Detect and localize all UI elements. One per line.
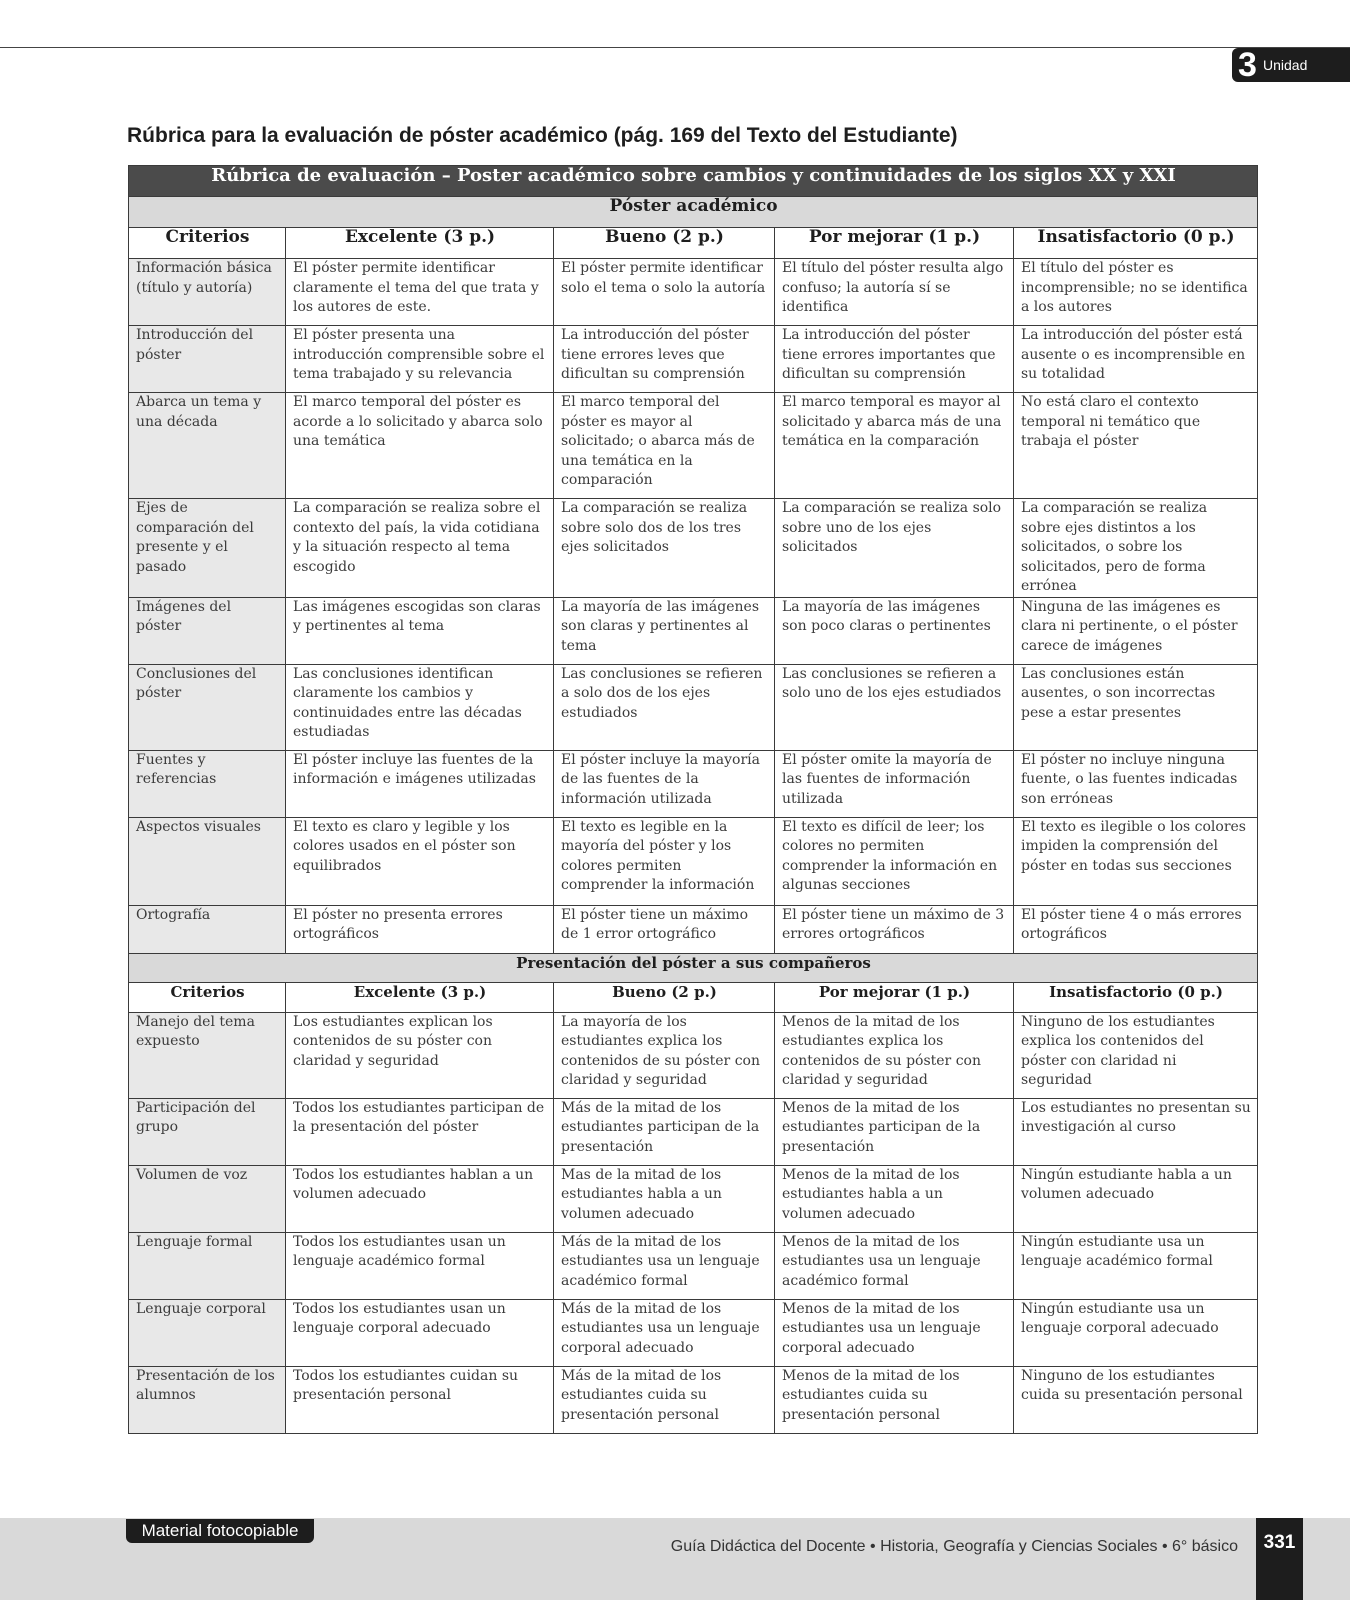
criterion-cell: Información básica (título y autoría) bbox=[129, 259, 286, 326]
descriptor-cell: Todos los estudiantes participan de la presentación del póster bbox=[286, 1098, 554, 1165]
descriptor-cell: El marco temporal del póster es mayor al solicitado; o abarca más de una temática en la comparación bbox=[554, 393, 775, 499]
descriptor-cell: Menos de la mitad de los estudiantes explica los contenidos de su póster con claridad y seguridad bbox=[775, 1012, 1014, 1098]
table-row bbox=[129, 664, 1258, 750]
unit-tab bbox=[1232, 48, 1350, 82]
descriptor-cell: Menos de la mitad de los estudiantes usa un lenguaje corporal adecuado bbox=[775, 1299, 1014, 1366]
descriptor-cell: Más de la mitad de los estudiantes cuida su presentación personal bbox=[554, 1366, 775, 1433]
photocopiable-badge: Material fotocopiable bbox=[126, 1519, 314, 1543]
page-number: 331 bbox=[1256, 1518, 1303, 1600]
descriptor-cell: Ningún estudiante usa un lenguaje corporal adecuado bbox=[1014, 1299, 1258, 1366]
criterion-cell: Volumen de voz bbox=[129, 1165, 286, 1232]
criterion-cell: Participación del grupo bbox=[129, 1098, 286, 1165]
table-row bbox=[129, 499, 1258, 598]
descriptor-cell: Más de la mitad de los estudiantes usa un lenguaje académico formal bbox=[554, 1232, 775, 1299]
descriptor-cell: Las conclusiones identifican claramente los cambios y continuidades entre las décadas estudiadas bbox=[286, 664, 554, 750]
table-row bbox=[129, 1165, 1258, 1232]
descriptor-cell: Menos de la mitad de los estudiantes cuida su presentación personal bbox=[775, 1366, 1014, 1433]
table-row bbox=[129, 393, 1258, 499]
descriptor-cell: Más de la mitad de los estudiantes participan de la presentación bbox=[554, 1098, 775, 1165]
descriptor-cell: No está claro el contexto temporal ni temático que trabaja el póster bbox=[1014, 393, 1258, 499]
criterion-cell: Abarca un tema y una década bbox=[129, 393, 286, 499]
descriptor-cell: Más de la mitad de los estudiantes usa un lenguaje corporal adecuado bbox=[554, 1299, 775, 1366]
column-header: Por mejorar (1 p.) bbox=[775, 228, 1014, 259]
criterion-cell: Fuentes y referencias bbox=[129, 750, 286, 817]
descriptor-cell: El título del póster resulta algo confuso; la autoría sí se identifica bbox=[775, 259, 1014, 326]
descriptor-cell: El texto es ilegible o los colores impiden la comprensión del póster en todas sus secciones bbox=[1014, 817, 1258, 905]
unit-label: Unidad bbox=[1263, 57, 1308, 73]
table-row bbox=[129, 1299, 1258, 1366]
descriptor-cell: La introducción del póster tiene errores leves que dificultan su comprensión bbox=[554, 326, 775, 393]
table-row bbox=[129, 750, 1258, 817]
descriptor-cell: La mayoría de las imágenes son poco claras o pertinentes bbox=[775, 597, 1014, 664]
column-header-row bbox=[129, 982, 1258, 1012]
table-row bbox=[129, 1232, 1258, 1299]
table-row bbox=[129, 817, 1258, 905]
section-presentation bbox=[129, 953, 1258, 1433]
criterion-cell: Ortografía bbox=[129, 905, 286, 953]
column-header: Insatisfactorio (0 p.) bbox=[1014, 982, 1258, 1012]
descriptor-cell: El póster tiene un máximo de 3 errores ortográficos bbox=[775, 905, 1014, 953]
table-row bbox=[129, 326, 1258, 393]
descriptor-cell: Ninguno de los estudiantes explica los contenidos del póster con claridad ni seguridad bbox=[1014, 1012, 1258, 1098]
descriptor-cell: Las conclusiones se refieren a solo dos de los ejes estudiados bbox=[554, 664, 775, 750]
descriptor-cell: Menos de la mitad de los estudiantes participan de la presentación bbox=[775, 1098, 1014, 1165]
descriptor-cell: El texto es difícil de leer; los colores no permiten comprender la información en algunas secciones bbox=[775, 817, 1014, 905]
column-header: Criterios bbox=[129, 982, 286, 1012]
criterion-cell: Conclusiones del póster bbox=[129, 664, 286, 750]
descriptor-cell: La mayoría de los estudiantes explica los contenidos de su póster con claridad y seguridad bbox=[554, 1012, 775, 1098]
section-poster bbox=[129, 197, 1258, 954]
criterion-cell: Presentación de los alumnos bbox=[129, 1366, 286, 1433]
descriptor-cell: El póster tiene un máximo de 1 error ortográfico bbox=[554, 905, 775, 953]
descriptor-cell: Menos de la mitad de los estudiantes habla a un volumen adecuado bbox=[775, 1165, 1014, 1232]
top-rule bbox=[0, 47, 1350, 48]
descriptor-cell: Ningún estudiante usa un lenguaje académico formal bbox=[1014, 1232, 1258, 1299]
descriptor-cell: El texto es legible en la mayoría del póster y los colores permiten comprender la información bbox=[554, 817, 775, 905]
descriptor-cell: El marco temporal es mayor al solicitado y abarca más de una temática en la comparación bbox=[775, 393, 1014, 499]
column-header-row bbox=[129, 228, 1258, 259]
column-header: Insatisfactorio (0 p.) bbox=[1014, 228, 1258, 259]
table-row bbox=[129, 905, 1258, 953]
descriptor-cell: El póster tiene 4 o más errores ortográficos bbox=[1014, 905, 1258, 953]
descriptor-cell: El marco temporal del póster es acorde a lo solicitado y abarca solo una temática bbox=[286, 393, 554, 499]
descriptor-cell: Ninguno de los estudiantes cuida su presentación personal bbox=[1014, 1366, 1258, 1433]
descriptor-cell: Todos los estudiantes hablan a un volumen adecuado bbox=[286, 1165, 554, 1232]
section-title: Presentación del póster a sus compañeros bbox=[129, 953, 1258, 982]
criterion-cell: Aspectos visuales bbox=[129, 817, 286, 905]
descriptor-cell: El póster no incluye ninguna fuente, o las fuentes indicadas son erróneas bbox=[1014, 750, 1258, 817]
column-header: Bueno (2 p.) bbox=[554, 982, 775, 1012]
descriptor-cell: El póster permite identificar solo el tema o solo la autoría bbox=[554, 259, 775, 326]
descriptor-cell: El título del póster es incomprensible; no se identifica a los autores bbox=[1014, 259, 1258, 326]
table-row bbox=[129, 259, 1258, 326]
rubric-title: Rúbrica de evaluación – Poster académico sobre cambios y continuidades de los siglos XX y XXI bbox=[129, 166, 1258, 197]
descriptor-cell: El póster permite identificar claramente el tema del que trata y los autores de este. bbox=[286, 259, 554, 326]
page-title: Rúbrica para la evaluación de póster académico (pág. 169 del Texto del Estudiante) bbox=[127, 124, 958, 147]
column-header: Bueno (2 p.) bbox=[554, 228, 775, 259]
descriptor-cell: Menos de la mitad de los estudiantes usa un lenguaje académico formal bbox=[775, 1232, 1014, 1299]
descriptor-cell: Todos los estudiantes usan un lenguaje académico formal bbox=[286, 1232, 554, 1299]
descriptor-cell: El póster omite la mayoría de las fuentes de información utilizada bbox=[775, 750, 1014, 817]
column-header: Excelente (3 p.) bbox=[286, 228, 554, 259]
table-row bbox=[129, 1012, 1258, 1098]
criterion-cell: Manejo del tema expuesto bbox=[129, 1012, 286, 1098]
unit-number: 3 bbox=[1238, 46, 1257, 84]
descriptor-cell: Las imágenes escogidas son claras y pertinentes al tema bbox=[286, 597, 554, 664]
criterion-cell: Imágenes del póster bbox=[129, 597, 286, 664]
column-header: Excelente (3 p.) bbox=[286, 982, 554, 1012]
footer-text: Guía Didáctica del Docente • Historia, Geografía y Ciencias Sociales • 6° básico bbox=[670, 1538, 1238, 1555]
criterion-cell: Ejes de comparación del presente y el pasado bbox=[129, 499, 286, 598]
criterion-cell: Lenguaje corporal bbox=[129, 1299, 286, 1366]
descriptor-cell: La comparación se realiza sobre ejes distintos a los solicitados, o sobre los solicitados, pero de forma errónea bbox=[1014, 499, 1258, 598]
descriptor-cell: El póster no presenta errores ortográficos bbox=[286, 905, 554, 953]
descriptor-cell: Las conclusiones están ausentes, o son incorrectas pese a estar presentes bbox=[1014, 664, 1258, 750]
descriptor-cell: Mas de la mitad de los estudiantes habla a un volumen adecuado bbox=[554, 1165, 775, 1232]
descriptor-cell: La comparación se realiza sobre solo dos de los tres ejes solicitados bbox=[554, 499, 775, 598]
descriptor-cell: Todos los estudiantes cuidan su presentación personal bbox=[286, 1366, 554, 1433]
column-header: Criterios bbox=[129, 228, 286, 259]
descriptor-cell: Los estudiantes explican los contenidos de su póster con claridad y seguridad bbox=[286, 1012, 554, 1098]
table-row bbox=[129, 1366, 1258, 1433]
table-row bbox=[129, 1098, 1258, 1165]
criterion-cell: Lenguaje formal bbox=[129, 1232, 286, 1299]
descriptor-cell: La comparación se realiza solo sobre uno de los ejes solicitados bbox=[775, 499, 1014, 598]
rubric-table bbox=[128, 165, 1258, 1434]
column-header: Por mejorar (1 p.) bbox=[775, 982, 1014, 1012]
descriptor-cell: La comparación se realiza sobre el contexto del país, la vida cotidiana y la situación respecto al tema escogido bbox=[286, 499, 554, 598]
table-row bbox=[129, 597, 1258, 664]
descriptor-cell: Todos los estudiantes usan un lenguaje corporal adecuado bbox=[286, 1299, 554, 1366]
descriptor-cell: Las conclusiones se refieren a solo uno de los ejes estudiados bbox=[775, 664, 1014, 750]
descriptor-cell: El póster incluye la mayoría de las fuentes de la información utilizada bbox=[554, 750, 775, 817]
descriptor-cell: Ningún estudiante habla a un volumen adecuado bbox=[1014, 1165, 1258, 1232]
descriptor-cell: El texto es claro y legible y los colores usados en el póster son equilibrados bbox=[286, 817, 554, 905]
descriptor-cell: La mayoría de las imágenes son claras y pertinentes al tema bbox=[554, 597, 775, 664]
descriptor-cell: El póster incluye las fuentes de la información e imágenes utilizadas bbox=[286, 750, 554, 817]
descriptor-cell: La introducción del póster está ausente o es incomprensible en su totalidad bbox=[1014, 326, 1258, 393]
section-title: Póster académico bbox=[129, 197, 1258, 228]
descriptor-cell: Ninguna de las imágenes es clara ni pertinente, o el póster carece de imágenes bbox=[1014, 597, 1258, 664]
descriptor-cell: Los estudiantes no presentan su investigación al curso bbox=[1014, 1098, 1258, 1165]
criterion-cell: Introducción del póster bbox=[129, 326, 286, 393]
descriptor-cell: La introducción del póster tiene errores importantes que dificultan su comprensión bbox=[775, 326, 1014, 393]
descriptor-cell: El póster presenta una introducción comprensible sobre el tema trabajado y su relevancia bbox=[286, 326, 554, 393]
